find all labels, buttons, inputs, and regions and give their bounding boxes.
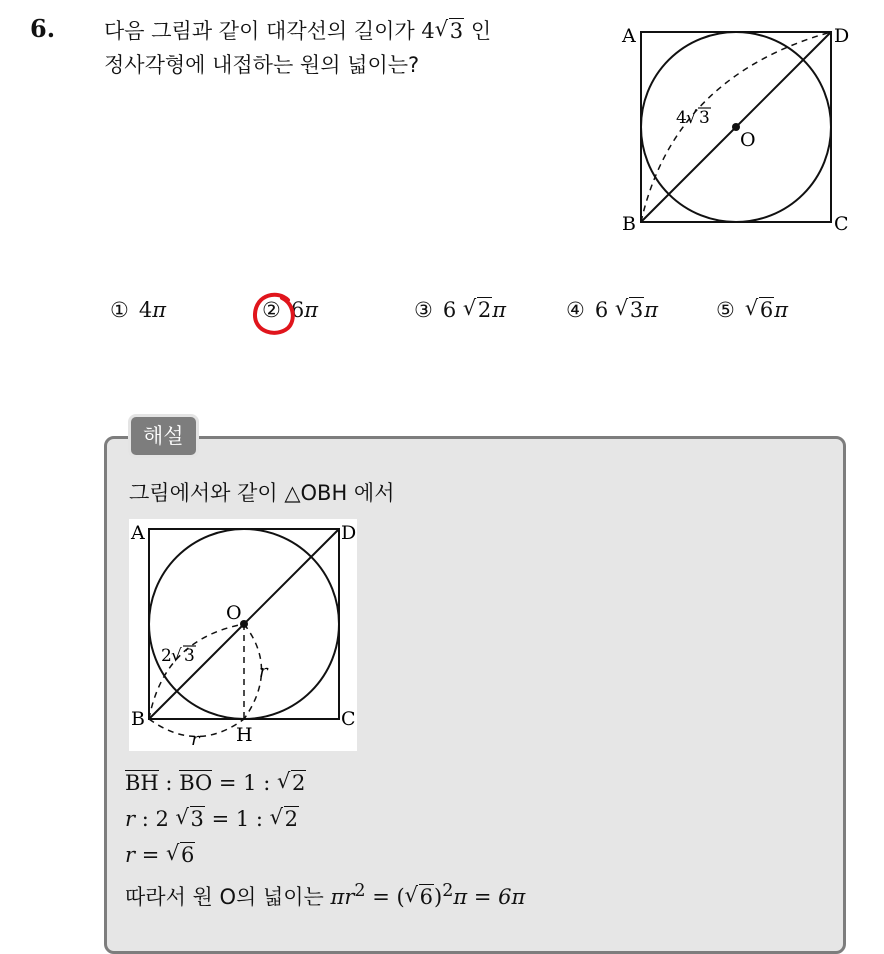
var-r: r bbox=[125, 843, 136, 867]
label-r-bottom: r bbox=[191, 729, 200, 750]
sqrt-6 bbox=[166, 837, 195, 873]
diagonal-coefficient: 4 bbox=[421, 19, 435, 43]
var-r: r bbox=[344, 885, 355, 909]
choice-number: ① bbox=[110, 298, 129, 322]
question-line-1-end: 인 bbox=[464, 19, 492, 43]
choice-number: ② bbox=[262, 298, 281, 322]
sqrt-2 bbox=[277, 765, 306, 801]
diagonal-radicand: 3 bbox=[449, 19, 464, 43]
ratio-rhs: = 1 : bbox=[204, 807, 270, 831]
choice-radicand: 3 bbox=[629, 298, 644, 322]
question-line-1 bbox=[104, 14, 491, 48]
label-o: O bbox=[740, 129, 756, 151]
sqrt-6 bbox=[405, 879, 434, 915]
result: π = 6π bbox=[453, 885, 526, 909]
equals-open: = ( bbox=[365, 885, 405, 909]
choice-sqrt bbox=[745, 298, 774, 322]
diag-label-coef: 4 bbox=[676, 108, 687, 128]
question-figure bbox=[614, 16, 854, 240]
question-line-1-start: 다음 그림과 같이 대각선의 길이가 bbox=[104, 19, 422, 43]
label-c: C bbox=[834, 213, 849, 235]
diag-label-sqrt-sign: √ bbox=[686, 108, 697, 128]
solution-figure bbox=[129, 519, 357, 751]
radicand: 3 bbox=[190, 807, 204, 831]
solution-line-3 bbox=[125, 837, 525, 873]
radicand: 6 bbox=[419, 885, 434, 909]
solution-tag: 해설 bbox=[128, 414, 199, 458]
label-r-vertical: r bbox=[259, 661, 268, 682]
solution-line-1 bbox=[125, 765, 525, 801]
exponent: 2 bbox=[354, 881, 366, 901]
answer-mark-stroke bbox=[255, 295, 293, 333]
choice-coefficient: 6 bbox=[442, 298, 457, 322]
choice-1[interactable] bbox=[110, 298, 166, 322]
question-line-2: 정사각형에 내접하는 원의 넓이는? bbox=[104, 53, 420, 77]
label-d: D bbox=[834, 25, 850, 47]
answer-mark-circle bbox=[250, 290, 300, 340]
solution-intro: 그림에서와 같이 △OBH 에서 bbox=[129, 481, 395, 505]
label-o: O bbox=[226, 602, 242, 624]
center-point bbox=[732, 123, 740, 131]
choice-5[interactable] bbox=[716, 298, 788, 322]
label-bo-radicand: 3 bbox=[184, 646, 195, 666]
label-d: D bbox=[341, 522, 357, 544]
choice-4[interactable] bbox=[566, 298, 658, 322]
label-bo-sqrt-sign: √ bbox=[171, 646, 182, 666]
question-number: 6. bbox=[30, 14, 56, 43]
choice-coefficient: 6 bbox=[594, 298, 609, 322]
choice-tail: π bbox=[152, 298, 167, 322]
choice-sqrt bbox=[463, 298, 492, 322]
choice-coefficient: 6 bbox=[290, 298, 305, 322]
choice-radicand: 6 bbox=[759, 298, 774, 322]
solution-line-4 bbox=[125, 873, 525, 915]
sqrt-3 bbox=[176, 801, 205, 837]
solution-line-2 bbox=[125, 801, 525, 837]
choice-3[interactable] bbox=[414, 298, 506, 322]
label-h: H bbox=[236, 724, 253, 746]
diag-label-radicand: 3 bbox=[699, 108, 710, 128]
solution-lines bbox=[125, 765, 525, 915]
solution-box bbox=[104, 436, 846, 954]
choice-tail: π bbox=[774, 298, 789, 322]
ratio-rhs: = 1 : bbox=[212, 771, 277, 795]
ratio-sep: : bbox=[158, 771, 180, 795]
label-c: C bbox=[341, 708, 356, 730]
choice-tail: π bbox=[304, 298, 319, 322]
sqrt-2 bbox=[270, 801, 299, 837]
radicand: 6 bbox=[181, 843, 195, 867]
answer-choices bbox=[110, 298, 830, 334]
var-r: r bbox=[125, 807, 136, 831]
choice-tail: π bbox=[492, 298, 507, 322]
question-text bbox=[104, 14, 491, 82]
label-a: A bbox=[131, 522, 145, 544]
choice-number: ⑤ bbox=[716, 298, 735, 322]
segment-bo: BO bbox=[179, 771, 213, 795]
diagonal-sqrt bbox=[435, 14, 464, 48]
equals: = bbox=[135, 843, 166, 867]
choice-number: ④ bbox=[566, 298, 585, 322]
pi: π bbox=[330, 885, 345, 909]
choice-sqrt bbox=[615, 298, 644, 322]
exponent-2: 2 bbox=[442, 881, 454, 901]
label-a: A bbox=[622, 25, 636, 47]
conclusion-text: 따라서 원 O의 넓이는 bbox=[125, 885, 331, 909]
radicand: 2 bbox=[291, 771, 306, 795]
choice-tail: π bbox=[644, 298, 659, 322]
label-b: B bbox=[622, 213, 636, 235]
segment-bh: BH bbox=[125, 771, 159, 795]
label-bo-coef: 2 bbox=[161, 646, 172, 666]
close-paren: ) bbox=[434, 885, 443, 909]
choice-number: ③ bbox=[414, 298, 433, 322]
label-b: B bbox=[131, 708, 145, 730]
choice-coefficient: 4 bbox=[138, 298, 153, 322]
ratio-mid: : 2 bbox=[135, 807, 169, 831]
choice-radicand: 2 bbox=[477, 298, 492, 322]
radicand: 2 bbox=[284, 807, 299, 831]
